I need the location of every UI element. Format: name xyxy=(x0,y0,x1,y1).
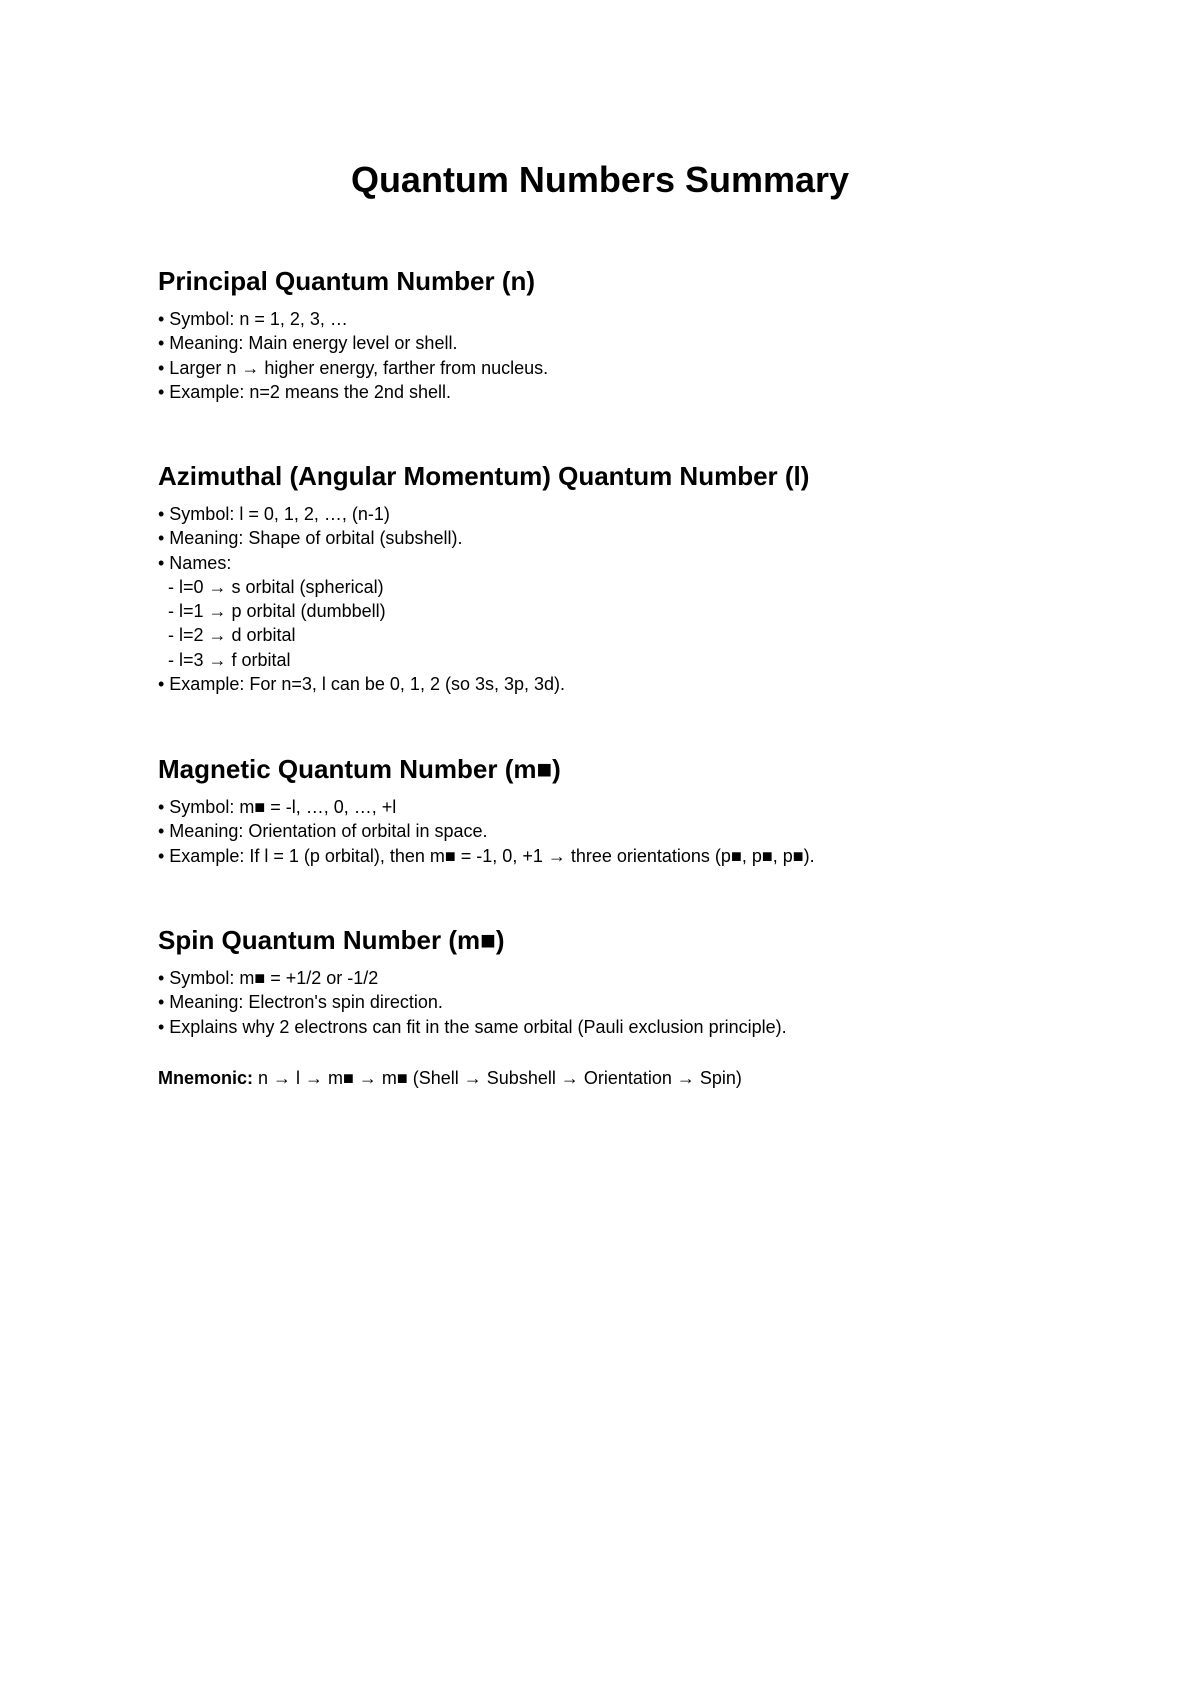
section-lines xyxy=(158,795,1058,868)
section-principal xyxy=(158,265,1058,404)
section-line: • Example: If l = 1 (p orbital), then m■ = -1, 0, +1 → three orientations (p■, p■, p■). xyxy=(158,845,815,866)
section-lines xyxy=(158,307,1058,404)
section-line: • Meaning: Orientation of orbital in space. xyxy=(158,821,488,842)
section-line: • Symbol: m■ = +1/2 or -1/2 xyxy=(158,968,379,988)
section-line: • Example: n=2 means the 2nd shell. xyxy=(158,381,451,402)
section-line: • Meaning: Main energy level or shell. xyxy=(158,333,458,354)
section-line: • Symbol: m■ = -l, …, 0, …, +l xyxy=(158,797,397,817)
section-line: • Example: For n=3, l can be 0, 1, 2 (so 3s, 3p, 3d). xyxy=(158,674,566,695)
section-azimuthal xyxy=(158,460,1058,696)
section-line: - l=2 → d orbital xyxy=(158,625,296,646)
section-heading: Magnetic Quantum Number (m■) xyxy=(158,754,561,784)
section-line: • Meaning: Shape of orbital (subshell). xyxy=(158,528,463,549)
section-line: - l=3 → f orbital xyxy=(158,649,291,670)
document-title: Quantum Numbers Summary xyxy=(350,159,850,200)
mnemonic-text: n → l → m■ → m■ (Shell → Subshell → Orientation → Spin) xyxy=(253,1068,742,1088)
section-heading: Principal Quantum Number (n) xyxy=(158,266,536,296)
section-spin xyxy=(158,924,1058,1039)
section-magnetic xyxy=(158,753,1058,868)
section-line: - l=1 → p orbital (dumbbell) xyxy=(158,601,386,622)
section-heading: Azimuthal (Angular Momentum) Quantum Number (l) xyxy=(158,461,810,491)
section-line: • Larger n → higher energy, farther from nucleus. xyxy=(158,357,549,378)
section-line: - l=0 → s orbital (spherical) xyxy=(158,576,384,597)
section-lines xyxy=(158,966,1058,1039)
mnemonic-line xyxy=(158,1066,742,1090)
section-line: • Explains why 2 electrons can fit in the same orbital (Pauli exclusion principle). xyxy=(158,1016,787,1037)
section-line: • Symbol: n = 1, 2, 3, … xyxy=(158,309,348,329)
section-heading: Spin Quantum Number (m■) xyxy=(158,925,505,955)
section-lines xyxy=(158,502,1058,696)
section-line: • Names: xyxy=(158,552,232,573)
section-line: • Symbol: l = 0, 1, 2, …, (n-1) xyxy=(158,504,390,524)
section-line: • Meaning: Electron's spin direction. xyxy=(158,992,443,1013)
mnemonic-label: Mnemonic: xyxy=(158,1068,254,1088)
